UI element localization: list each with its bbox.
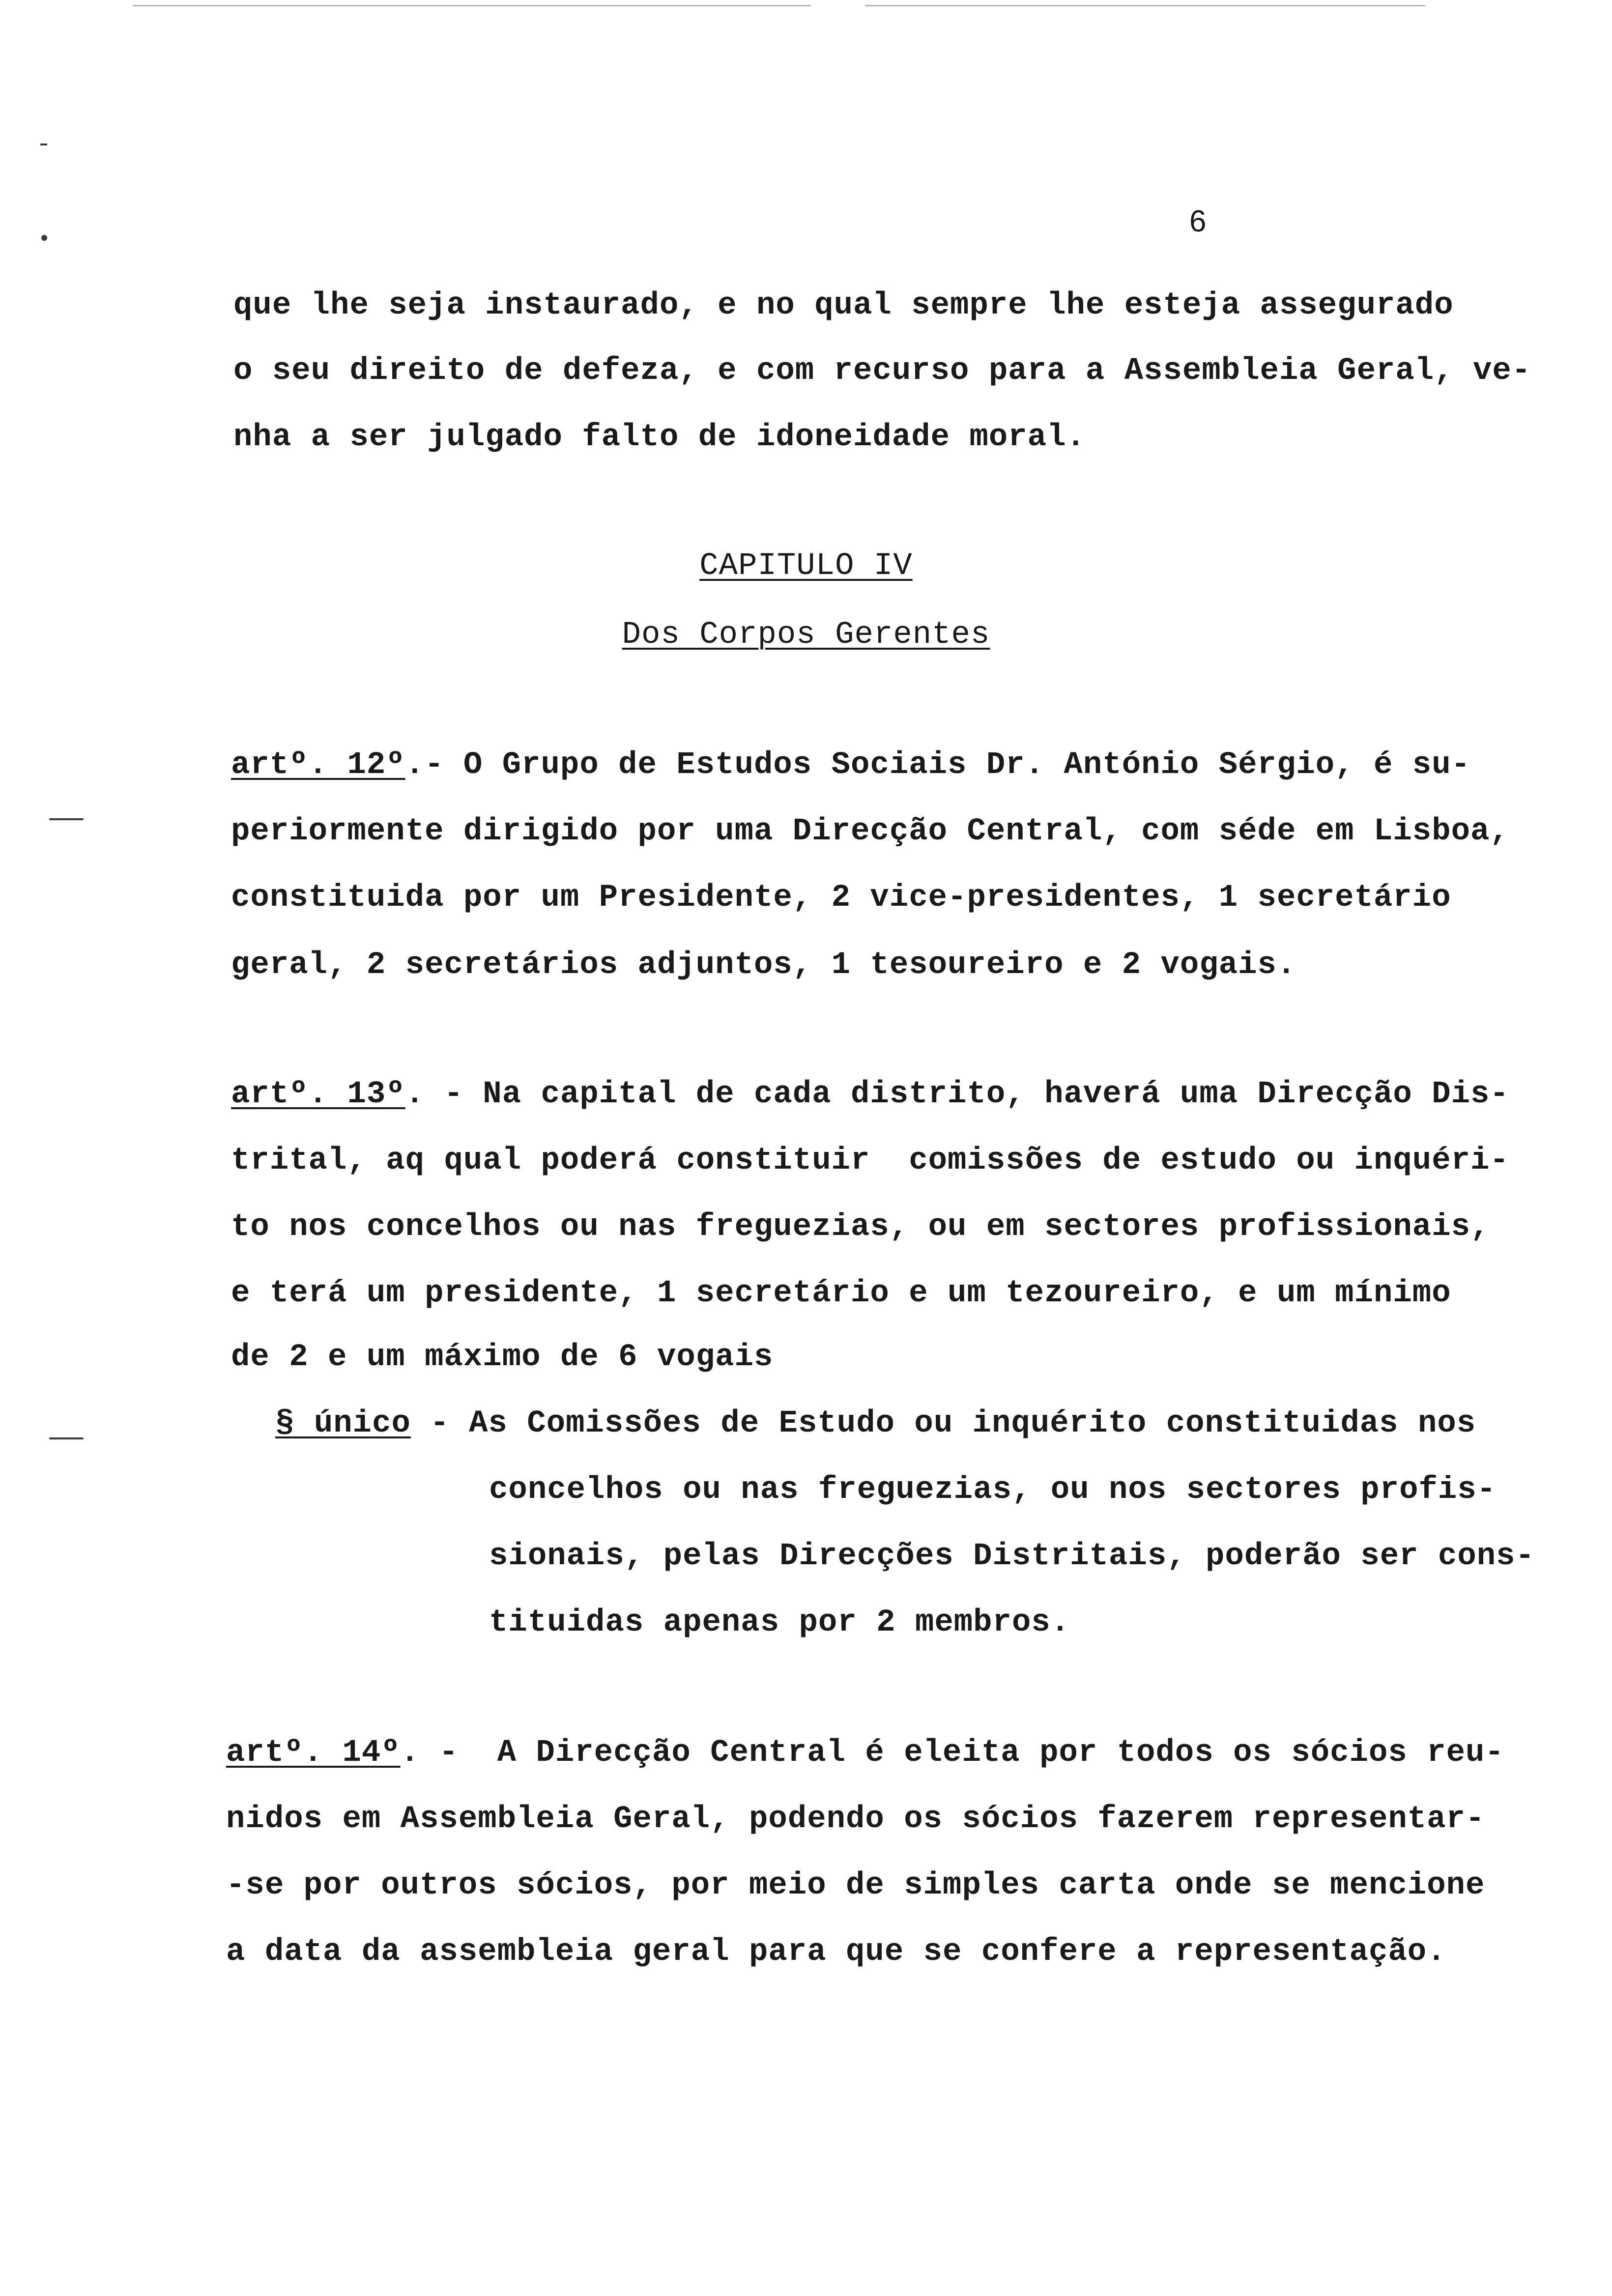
top-scan-line-left	[133, 5, 811, 6]
margin-mark	[41, 235, 47, 241]
article-14	[226, 1737, 1504, 1769]
page-number: 6	[1189, 204, 1207, 238]
text-line: constituida por um Presidente, 2 vice-presidentes, 1 secretário	[231, 880, 1451, 916]
top-scan-line-right	[865, 5, 1425, 6]
text-line: que lhe seja instaurado, e no qual sempre lhe esteja assegurado	[233, 288, 1454, 323]
text-line: to nos concelhos ou nas freguezias, ou em sectores profissionais,	[231, 1209, 1490, 1245]
article-12	[231, 749, 1470, 781]
text-line: . - Na capital de cada distrito, haverá uma Direcção Dis-	[405, 1077, 1509, 1112]
text-line: nha a ser julgado falto de idoneidade moral.	[233, 420, 1086, 455]
text-line: e terá um presidente, 1 secretário e um tezoureiro, e um mínimo	[231, 1276, 1451, 1311]
margin-mark	[40, 144, 47, 145]
text-line: nidos em Assembleia Geral, podendo os sócios fazerem representar-	[226, 1802, 1485, 1837]
text-line: - As Comissões de Estudo ou inquérito constituidas nos	[410, 1406, 1476, 1441]
text-line: o seu direito de defeza, e com recurso para a Assembleia Geral, ve-	[233, 353, 1531, 389]
text-line: . - A Direcção Central é eleita por todos os sócios reu-	[400, 1735, 1504, 1771]
article-label: artº. 13º	[231, 1077, 405, 1112]
article-label: artº. 14º	[226, 1735, 401, 1771]
text-line: trital, aq qual poderá constituir comissões de estudo ou inquéri-	[231, 1143, 1509, 1178]
text-line: geral, 2 secretários adjuntos, 1 tesoureiro e 2 vogais.	[231, 947, 1296, 983]
text-line: sionais, pelas Direcções Distritais, poderão ser cons-	[489, 1539, 1535, 1574]
text-line: periormente dirigido por uma Direcção Central, com séde em Lisboa,	[231, 814, 1509, 849]
article-label: artº. 12º	[231, 747, 405, 783]
text-line: de 2 e um máximo de 6 vogais	[231, 1340, 774, 1375]
chapter-title: CAPITULO IV	[699, 548, 913, 584]
text-line: a data da assembleia geral para que se confere a representação.	[226, 1934, 1446, 1970]
text-line: .- O Grupo de Estudos Sociais Dr. António Sérgio, é su-	[405, 747, 1470, 783]
paragraph-label: § único	[275, 1406, 411, 1441]
chapter-subtitle: Dos Corpos Gerentes	[622, 617, 990, 653]
text-line: tituidas apenas por 2 membros.	[489, 1605, 1070, 1640]
text-line: concelhos ou nas freguezias, ou nos sectores profis-	[489, 1472, 1497, 1508]
text-line: -se por outros sócios, por meio de simples carta onde se mencione	[226, 1868, 1485, 1903]
margin-mark	[49, 1437, 84, 1439]
paragraph-unico	[275, 1408, 1476, 1439]
margin-mark	[49, 818, 84, 820]
article-13	[231, 1079, 1509, 1110]
